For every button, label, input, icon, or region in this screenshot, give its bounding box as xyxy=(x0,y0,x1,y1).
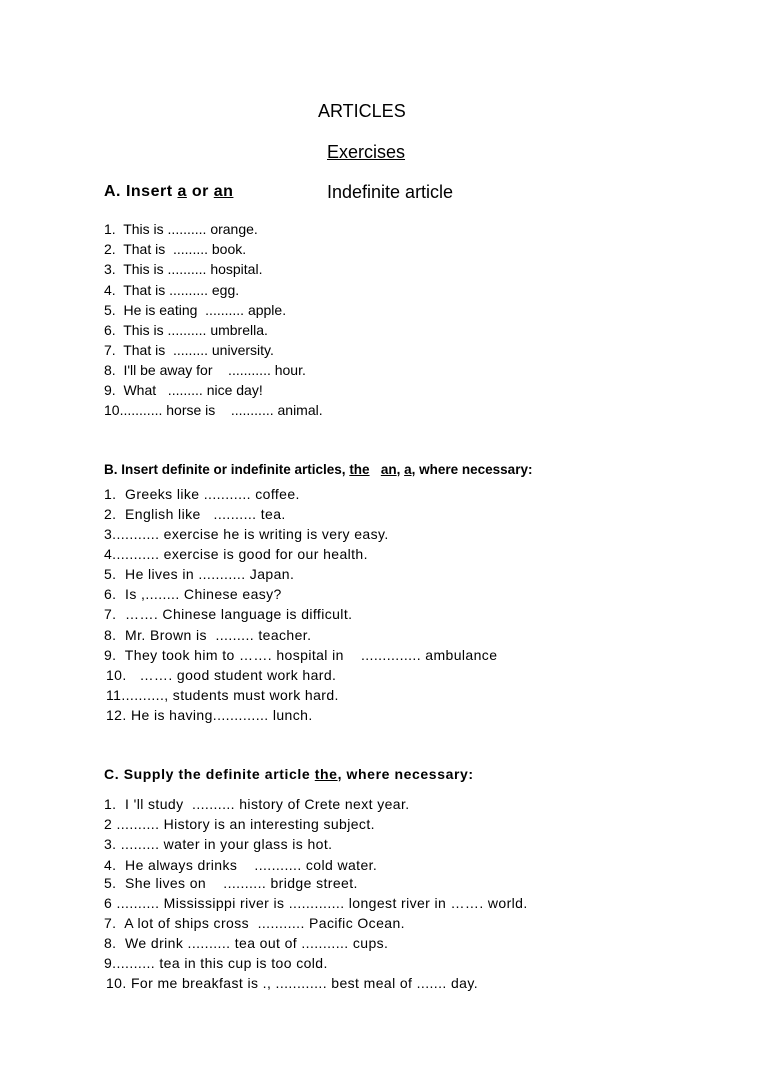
section-b-heading xyxy=(104,462,532,477)
section-a-item: 9. What ......... nice day! xyxy=(104,382,263,398)
section-a-item: 10........... horse is ........... animal. xyxy=(104,402,323,418)
section-a-item: 8. I'll be away for ........... hour. xyxy=(104,362,306,378)
section-b-gap xyxy=(370,462,381,477)
section-a-word-a: a xyxy=(177,183,187,200)
section-a-label: Indefinite article xyxy=(327,182,454,202)
section-b-prefix: B. Insert definite or indefinite articles, xyxy=(104,462,350,477)
section-b-word-an: an xyxy=(380,462,397,477)
section-b-item: 7. ……. Chinese language is difficult. xyxy=(104,606,353,622)
section-a-item: 7. That is ......... university. xyxy=(104,342,274,358)
section-b-word-a: a, xyxy=(404,462,416,477)
section-b-item: 1. Greeks like ........... coffee. xyxy=(104,486,300,502)
section-c-item: 6 .......... Mississippi river is ............. longest river in ……. world. xyxy=(104,895,528,911)
section-b-item: 12. He is having............. lunch. xyxy=(106,707,313,723)
section-a-item: 2. That is ......... book. xyxy=(104,241,247,257)
section-c-item: 1. I 'll study .......... history of Crete next year. xyxy=(104,796,410,812)
section-a-item: 1. This is .......... orange. xyxy=(104,221,258,237)
section-a-item: 4. That is .......... egg. xyxy=(104,282,240,298)
section-a-mid: or xyxy=(186,183,214,200)
section-c-prefix: C. Supply the definite article xyxy=(104,766,315,782)
section-c-item: 2 .......... History is an interesting subject. xyxy=(104,816,375,832)
section-b-item: 6. Is ,........ Chinese easy? xyxy=(104,586,282,602)
section-c-item: 10. For me breakfast is ., ............ best meal of ....... day. xyxy=(106,975,478,991)
section-b-item: 3........... exercise he is writing is very easy. xyxy=(104,526,389,542)
section-b-item: 9. They took him to ……. hospital in .............. ambulance xyxy=(104,647,498,663)
section-c-suffix: , where necessary: xyxy=(337,766,474,782)
section-c-item: 3. ......... water in your glass is hot. xyxy=(104,836,333,852)
section-a-item: 3. This is .......... hospital. xyxy=(104,261,263,277)
section-c-heading xyxy=(104,766,474,782)
section-c-word-the: the xyxy=(314,766,338,782)
section-c-item: 7. A lot of ships cross ........... Pacific Ocean. xyxy=(104,915,405,931)
section-b-item: 4........... exercise is good for our health. xyxy=(104,546,368,562)
section-b-comma: , xyxy=(396,462,405,477)
section-b-item: 2. English like .......... tea. xyxy=(104,506,286,522)
section-b-item: 8. Mr. Brown is ......... teacher. xyxy=(104,627,312,643)
section-b-suffix: where necessary: xyxy=(415,462,533,477)
section-b-item: 10. ……. good student work hard. xyxy=(106,667,337,683)
section-a-prefix: A. Insert xyxy=(104,183,178,200)
page-subtitle: Exercises xyxy=(327,142,406,162)
section-c-item: 8. We drink .......... tea out of ........... cups. xyxy=(104,935,389,951)
section-a-item: 6. This is .......... umbrella. xyxy=(104,322,268,338)
section-c-item: 5. She lives on .......... bridge street. xyxy=(104,875,358,891)
section-a-word-an: an xyxy=(213,183,234,200)
section-b-word-the: the xyxy=(349,462,370,477)
section-a-heading xyxy=(104,183,233,201)
section-c-item: 9.......... tea in this cup is too cold. xyxy=(104,955,328,971)
page-title: ARTICLES xyxy=(318,101,406,121)
section-b-item: 11.........., students must work hard. xyxy=(106,687,339,703)
section-c-item: 4. He always drinks ........... cold water. xyxy=(104,857,378,873)
section-b-item: 5. He lives in ........... Japan. xyxy=(104,566,295,582)
section-a-item: 5. He is eating .......... apple. xyxy=(104,302,287,318)
